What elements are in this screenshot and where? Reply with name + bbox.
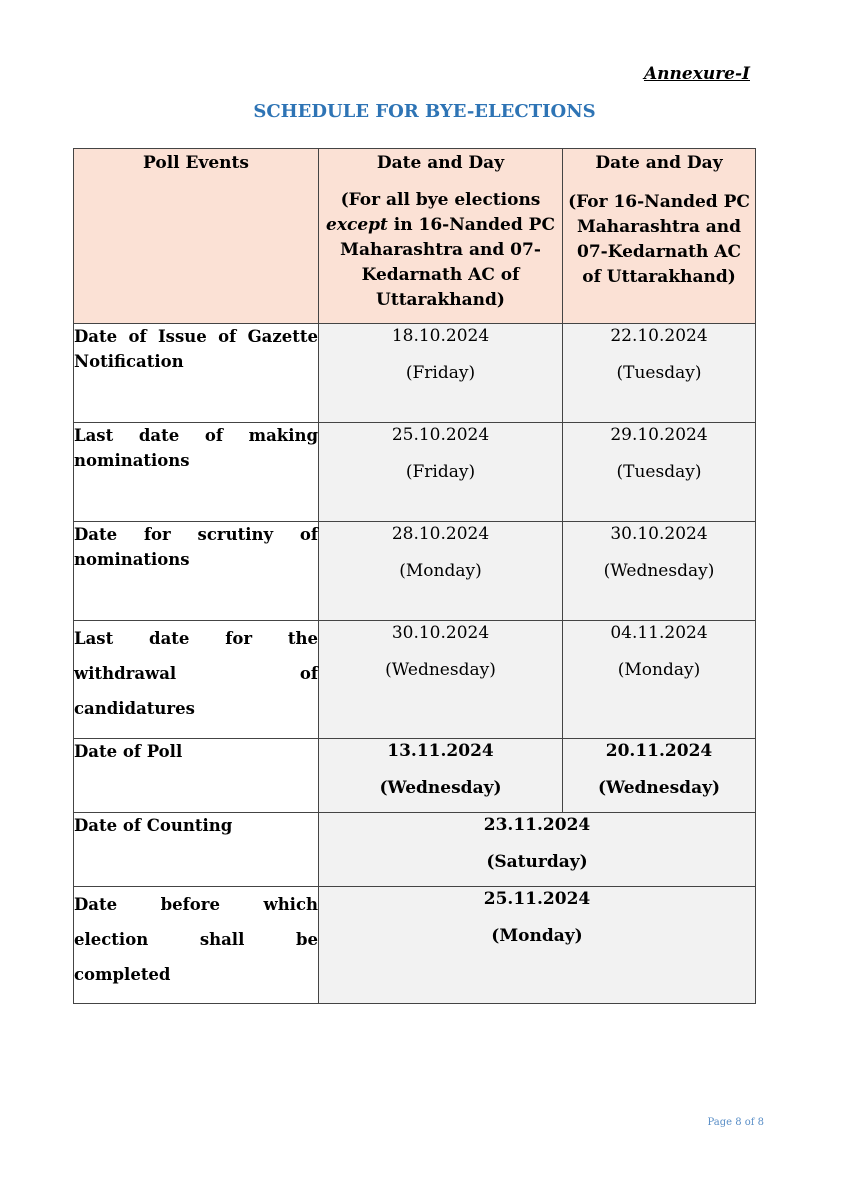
date-cell: 30.10.2024 (Wednesday) (319, 621, 563, 739)
table-row (74, 324, 756, 423)
date-cell: 22.10.2024 (Tuesday) (563, 324, 756, 423)
event-label: Last date of making nominations (74, 423, 319, 522)
page-title: SCHEDULE FOR BYE-ELECTIONS (253, 101, 596, 122)
event-label: Date of Poll (74, 739, 319, 813)
date-cell: 18.10.2024 (Friday) (319, 324, 563, 423)
date-cell: 30.10.2024 (Wednesday) (563, 522, 756, 621)
date-cell: 28.10.2024 (Monday) (319, 522, 563, 621)
date-cell: 04.11.2024 (Monday) (563, 621, 756, 739)
date-cell: 29.10.2024 (Tuesday) (563, 423, 756, 522)
date-cell: 13.11.2024 (Wednesday) (319, 739, 563, 813)
event-label: Last date for the withdrawal of candidatures (74, 621, 319, 739)
date-cell-merged: 25.11.2024 (Monday) (319, 887, 756, 1004)
table-row (74, 887, 756, 1004)
header-date-and-day-general: Date and Day (For all bye elections except in 16-Nanded PC Maharashtra and 07-Kedarnath AC of Uttarakhand) (319, 149, 563, 324)
date-cell: 20.11.2024 (Wednesday) (563, 739, 756, 813)
page-number: Page 8 of 8 (707, 1117, 764, 1128)
date-cell: 25.10.2024 (Friday) (319, 423, 563, 522)
annexure-label: Annexure-I (643, 64, 750, 84)
header-poll-events: Poll Events (74, 149, 319, 324)
table-row (74, 739, 756, 813)
table-row (74, 621, 756, 739)
table-row (74, 522, 756, 621)
header-date-and-day-special: Date and Day (For 16-Nanded PC Maharashtra and 07-Kedarnath AC of Uttarakhand) (563, 149, 756, 324)
date-cell-merged: 23.11.2024 (Saturday) (319, 813, 756, 887)
table-row (74, 423, 756, 522)
table-row (74, 813, 756, 887)
schedule-table (73, 148, 756, 1004)
event-label: Date for scrutiny of nominations (74, 522, 319, 621)
event-label: Date before which election shall be completed (74, 887, 319, 1004)
table-header-row (74, 149, 756, 324)
event-label: Date of Counting (74, 813, 319, 887)
event-label: Date of Issue of Gazette Notification (74, 324, 319, 423)
